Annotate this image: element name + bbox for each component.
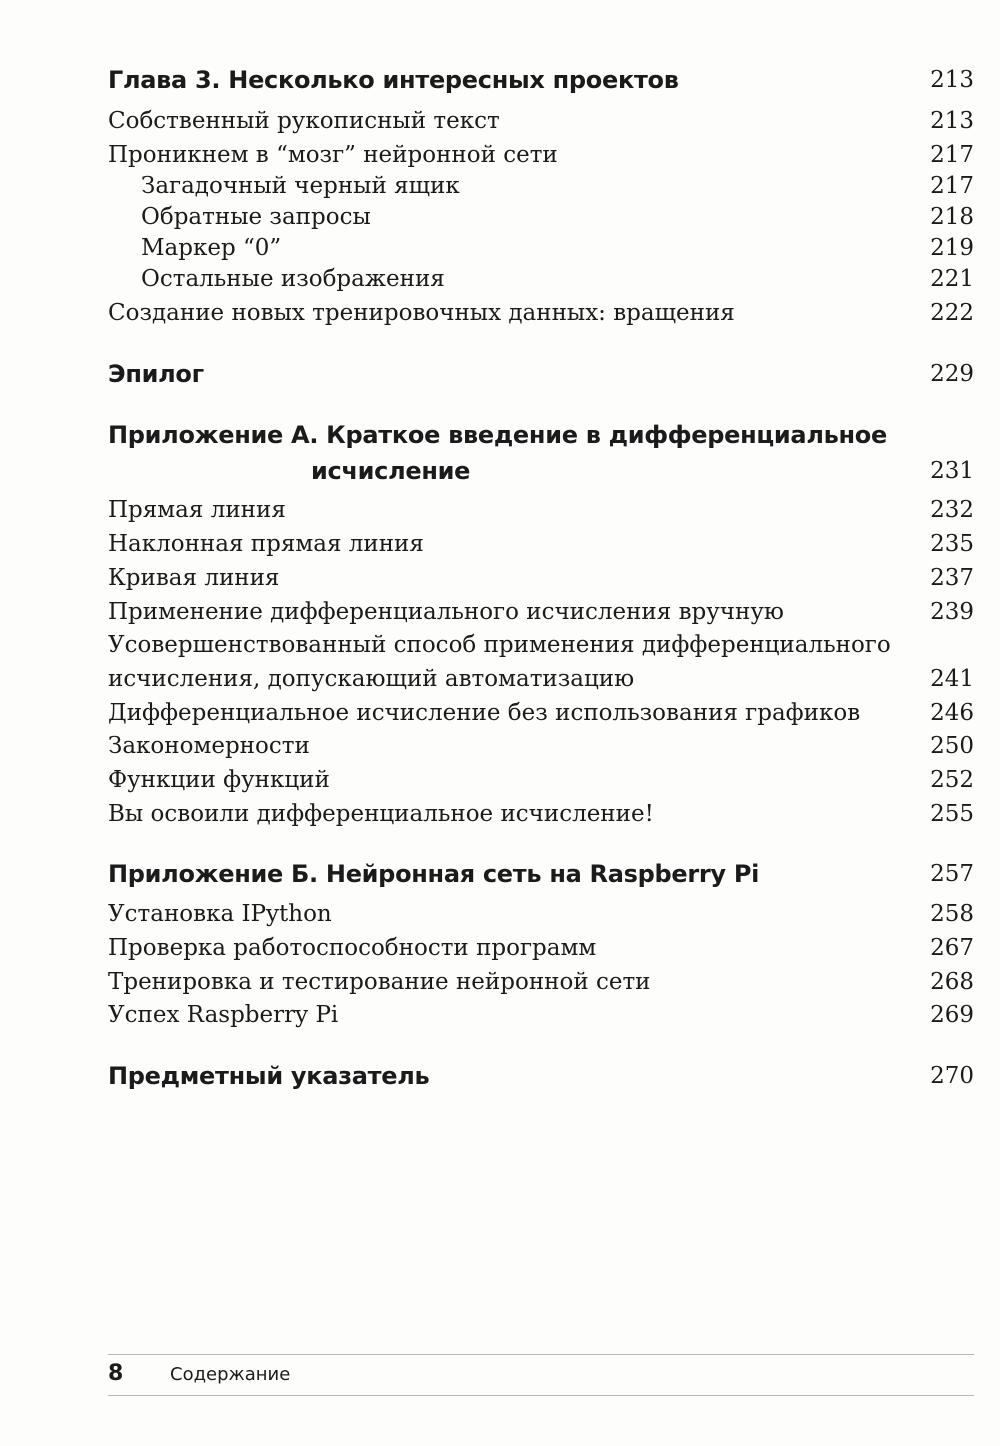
toc-entry-line-1 (108, 628, 974, 662)
toc-entry (108, 797, 974, 831)
entry-title: Прямая линия (108, 497, 286, 523)
entry-title-line-2: исчисления, допускающий автоматизацию (108, 666, 635, 692)
entry-title: Загадочный черный ящик (141, 173, 460, 199)
entry-title: Наклонная прямая линия (108, 531, 424, 557)
entry-title: Установка IPython (108, 901, 332, 927)
page-number: 219 (930, 235, 974, 261)
toc-entry (108, 493, 974, 527)
page-number: 241 (930, 666, 974, 692)
entry-title: Обратные запросы (141, 204, 371, 230)
chapter-title: Приложение Б. Нейронная сеть на Raspberry Pi (108, 860, 760, 888)
toc-entry-line-2 (108, 662, 974, 696)
toc-entry (108, 561, 974, 595)
folio-number: 8 (108, 1361, 124, 1386)
appendix-a-heading (108, 417, 974, 489)
entry-title: Закономерности (108, 733, 310, 759)
chapter-title: Эпилог (108, 360, 204, 388)
appendix-b-heading (108, 856, 974, 892)
chapter-title: Предметный указатель (108, 1062, 430, 1090)
index-heading (108, 1058, 974, 1094)
page-number: 239 (930, 599, 974, 625)
chapter-title-line-2: исчисление (311, 457, 471, 485)
toc-entry (108, 104, 974, 138)
chapter-title-line-1: Приложение А. Краткое введение в дифференциальное (108, 421, 887, 449)
page-number: 229 (930, 361, 974, 387)
entry-title: Применение дифференциального исчисления вручную (108, 599, 784, 625)
page-number: 257 (930, 861, 974, 887)
toc-subentry (141, 200, 974, 234)
page-number: 218 (930, 204, 974, 230)
toc-entry (108, 965, 974, 999)
entry-title: Тренировка и тестирование нейронной сети (108, 969, 651, 995)
page-number: 267 (930, 935, 974, 961)
toc-entry (108, 998, 974, 1032)
page-footer (108, 1354, 974, 1396)
toc-entry (108, 527, 974, 561)
entry-title: Вы освоили дифференциальное исчисление! (108, 801, 654, 827)
page-number: 258 (930, 901, 974, 927)
page-number: 270 (930, 1063, 974, 1089)
entry-title: Собственный рукописный текст (108, 108, 500, 134)
page-number: 252 (930, 767, 974, 793)
page-number: 231 (930, 458, 974, 484)
toc-entry (108, 729, 974, 763)
toc-entry (108, 595, 974, 629)
running-head: Содержание (170, 1364, 291, 1385)
toc-entry (108, 763, 974, 797)
epilogue-heading (108, 356, 974, 392)
page-number: 269 (930, 1002, 974, 1028)
entry-title-line-1: Усовершенствованный способ применения дифференциального (108, 632, 891, 658)
page-number: 222 (930, 300, 974, 326)
entry-title: Маркер “0” (141, 235, 282, 261)
toc-entry (108, 138, 974, 172)
entry-title: Кривая линия (108, 565, 280, 591)
page-number: 217 (930, 173, 974, 199)
entry-title: Дифференциальное исчисление без использования графиков (108, 700, 861, 726)
toc-entry (108, 931, 974, 965)
page-number: 213 (930, 108, 974, 134)
page-number: 217 (930, 142, 974, 168)
toc-subentry (141, 231, 974, 265)
entry-title: Успех Raspberry Pi (108, 1002, 339, 1028)
entry-title: Проникнем в “мозг” нейронной сети (108, 142, 558, 168)
page-number: 213 (930, 67, 974, 93)
page-number: 268 (930, 969, 974, 995)
entry-title: Функции функций (108, 767, 330, 793)
entry-title: Остальные изображения (141, 266, 445, 292)
page-number: 232 (930, 497, 974, 523)
page-number: 255 (930, 801, 974, 827)
toc-entry (108, 897, 974, 931)
chapter-3-heading (108, 62, 974, 98)
page-number: 246 (930, 700, 974, 726)
toc-entry (108, 696, 974, 730)
toc-subentry (141, 262, 974, 296)
toc-subentry (141, 169, 974, 203)
entry-title: Создание новых тренировочных данных: вращения (108, 300, 735, 326)
page-number: 221 (930, 266, 974, 292)
toc-entry (108, 296, 974, 330)
entry-title: Проверка работоспособности программ (108, 935, 597, 961)
page-number: 237 (930, 565, 974, 591)
page-number: 250 (930, 733, 974, 759)
chapter-title: Глава 3. Несколько интересных проектов (108, 66, 679, 94)
page-number: 235 (930, 531, 974, 557)
